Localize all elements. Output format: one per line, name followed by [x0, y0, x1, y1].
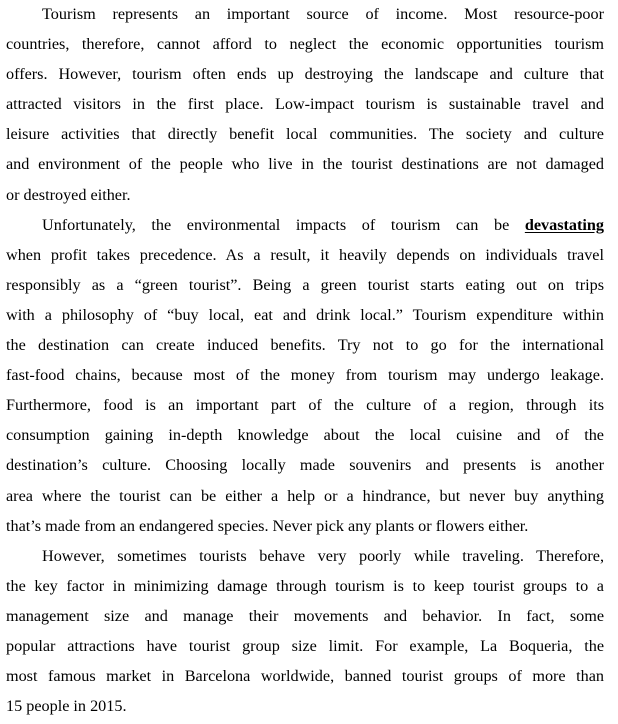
- text-line: Tourism represents an important source of income. Most resource-poor: [42, 5, 604, 23]
- text-line: management size and manage their movements and behavior. In fact, some: [6, 606, 604, 625]
- text-line: consumption gaining in-depth knowledge about the local cuisine and of the: [6, 426, 604, 445]
- text-line: attracted visitors in the first place. Low-impact tourism is sustainable travel and: [6, 95, 604, 114]
- text-line: [6, 210, 604, 240]
- text-line: with a philosophy of “buy local, eat and drink local.” Tourism expenditure within: [6, 305, 604, 324]
- text-line: most famous market in Barcelona worldwide, banned tourist groups of more than: [6, 667, 604, 686]
- text-line: when profit takes precedence. As a result, it heavily depends on individuals travel: [6, 245, 604, 264]
- text-line: the destination can create induced benefits. Try not to go for the international: [6, 336, 604, 355]
- text-line: and environment of the people who live in the tourist destinations are not damaged: [6, 155, 604, 174]
- text-line: Furthermore, food is an important part of the culture of a region, through its: [6, 396, 604, 415]
- text-line: or destroyed either.: [6, 185, 131, 204]
- text-line: leisure activities that directly benefit local communities. The society and culture: [6, 125, 604, 144]
- paragraph-3: [6, 541, 604, 722]
- text-line: However, sometimes tourists behave very poorly while traveling. Therefore,: [42, 546, 604, 565]
- text-line: popular attractions have tourist group size limit. For example, La Boqueria, the: [6, 636, 604, 655]
- text-line: that’s made from an endangered species. Never pick any plants or flowers either.: [6, 516, 529, 535]
- emphasized-word: devastating: [524, 215, 604, 234]
- text-line: the key factor in minimizing damage through tourism is to keep tourist groups to a: [6, 576, 604, 595]
- text-line: destination’s culture. Choosing locally made souvenirs and presents is another: [6, 456, 604, 475]
- text-line: offers. However, tourism often ends up destroying the landscape and culture that: [6, 65, 604, 84]
- text-line: area where the tourist can be either a help or a hindrance, but never buy anything: [6, 486, 604, 505]
- text-line: countries, therefore, cannot afford to neglect the economic opportunities tourism: [6, 35, 604, 54]
- paragraph-1: [6, 0, 604, 210]
- text-span: Unfortunately, the environmental impacts of tourism can be: [42, 215, 525, 234]
- text-line: responsibly as a “green tourist”. Being a green tourist starts eating out on trips: [6, 275, 604, 294]
- paragraph-2: [6, 210, 604, 541]
- text-line: fast-food chains, because most of the money from tourism may undergo leakage.: [6, 366, 604, 385]
- text-line: 15 people in 2015.: [6, 697, 127, 716]
